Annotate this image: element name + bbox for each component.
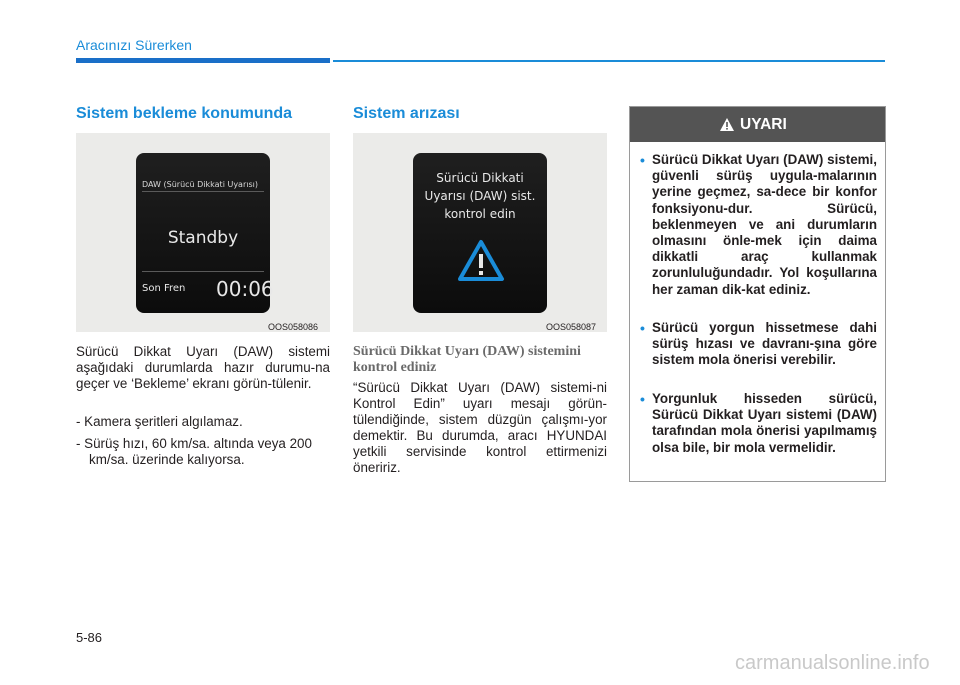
bullet-dot: • xyxy=(640,391,645,407)
header-rule-light xyxy=(333,60,885,62)
standby-heading: Sistem bekleme konumunda xyxy=(76,105,293,122)
page-number: 5-86 xyxy=(76,630,103,645)
malfunction-subheading: Sürücü Dikkat Uyarı (DAW) sistemini kontrol ediniz xyxy=(353,344,581,375)
standby-paragraph: Sürücü Dikkat Uyarı (DAW) sistemi aşağıdaki durumlarda hazır durumu-na geçer ve ‘Bekleme’ ekranı görün-tülenir. xyxy=(76,344,330,391)
figure-code: OOS058086 xyxy=(268,322,319,332)
header-rule-dark xyxy=(76,58,330,63)
list-item: - Kamera şeritleri algılamaz. xyxy=(76,414,243,429)
display-time: 00:06 xyxy=(216,277,274,301)
malfunction-paragraph: “Sürücü Dikkat Uyarı (DAW) sistemi-ni Kontrol Edin” uyarı mesajı görün-tülendiğinde, sistem düzgün çalışmı-yor demektir. Bu durumda, aracı HYUNDAI yetkili servisinde kontrol ettirmenizi öneririz. xyxy=(353,380,607,475)
display-line-1: Sürücü Dikkati xyxy=(436,171,524,185)
warning-triangle-icon xyxy=(457,239,505,283)
bullet-dot: • xyxy=(640,152,645,168)
warning-bullet: Sürücü Dikkat Uyarı (DAW) sistemi, güvenli sürüş uygula-malarının yerine geçmez, sa-dece bir konfor fonksiyonu-dur. Sürücü, beklenmeyen ve ani durumların olmasını önle-mek için daima dikkatli araç kullanmak zorunluluğundadır. Yol koşullarına her zaman dik-kat ediniz. xyxy=(652,152,877,297)
watermark: carmanualsonline.info xyxy=(735,652,930,674)
display-title: DAW (Sürücü Dikkati Uyarısı) xyxy=(142,180,258,189)
malfunction-heading: Sistem arızası xyxy=(353,105,460,122)
display-label: Son Fren xyxy=(142,283,186,294)
standby-display xyxy=(136,153,274,313)
malfunction-figure xyxy=(353,133,607,332)
warning-header xyxy=(630,107,885,142)
display-line-3: kontrol edin xyxy=(444,207,516,221)
display-line-2: Uyarısı (DAW) sist. xyxy=(424,189,536,203)
display-divider-lower xyxy=(142,271,264,272)
bullet-dot: • xyxy=(640,320,645,336)
display-divider xyxy=(142,191,264,192)
warning-bullet: Sürücü yorgun hissetmese dahi sürüş hızası ve davranı-şına göre sistem mola önerisi verebilir. xyxy=(652,320,877,368)
malfunction-display xyxy=(413,153,547,313)
warning-bullet: Yorgunluk hisseden sürücü, Sürücü Dikkat Uyarı sistemi (DAW) tarafından mola önerisi yapılmamış olsa bile, bir mola vermelidir. xyxy=(652,391,877,455)
warning-box xyxy=(629,106,886,482)
warning-title: UYARI xyxy=(740,116,787,133)
list-item: - Sürüş hızı, 60 km/sa. altında veya 200 km/sa. üzerinde kalıyorsa. xyxy=(76,436,312,467)
figure-code: OOS058087 xyxy=(546,322,597,332)
standby-figure xyxy=(76,133,330,332)
chapter-title: Aracınızı Sürerken xyxy=(76,37,192,53)
warning-icon xyxy=(719,117,735,132)
display-status: Standby xyxy=(167,228,239,248)
